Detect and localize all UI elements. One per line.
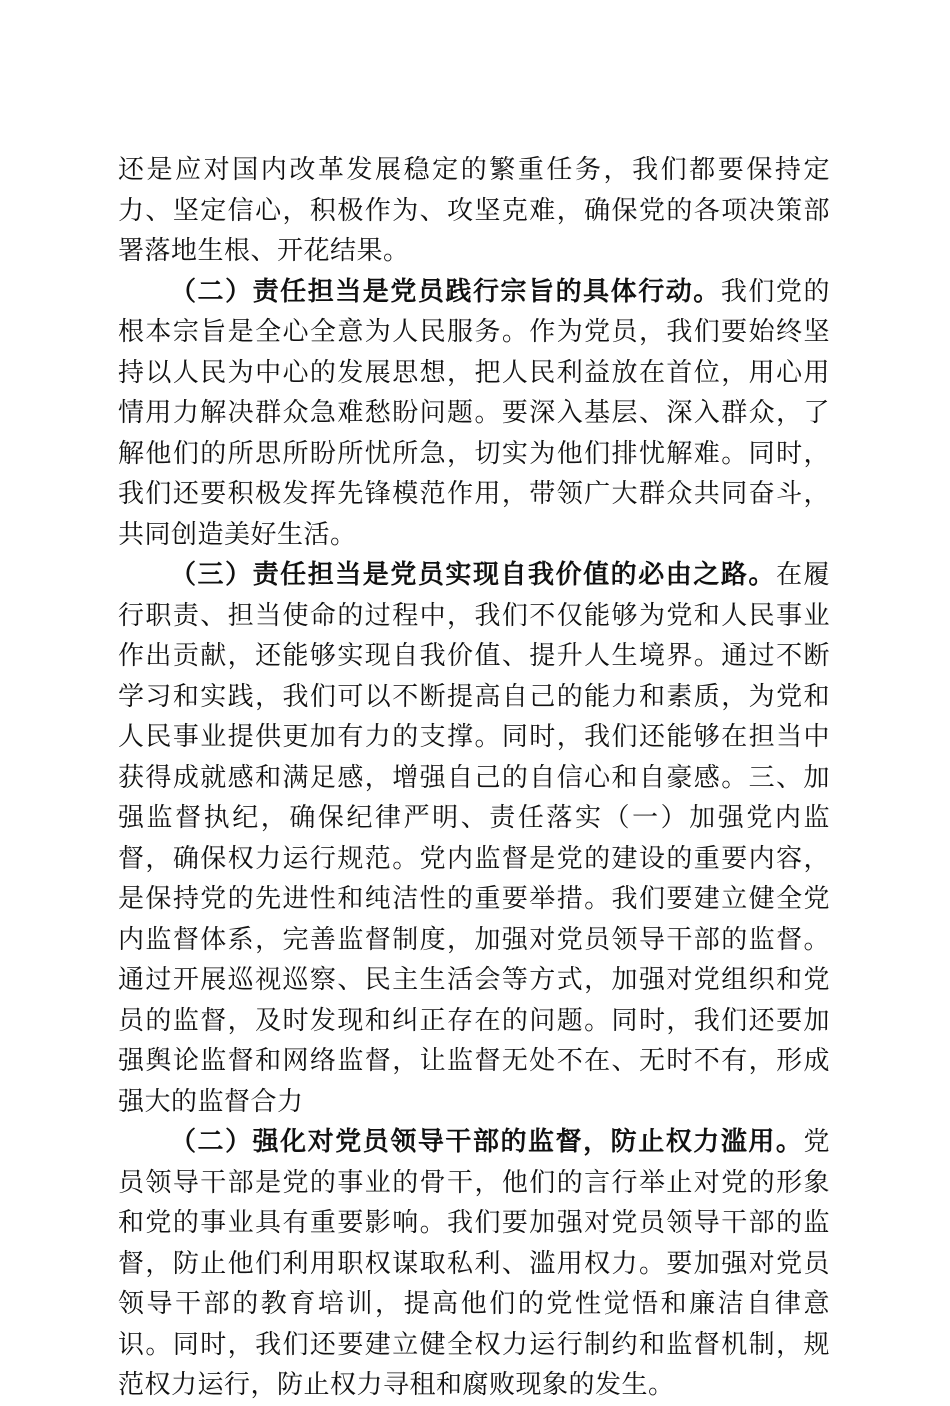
document-page — [118, 150, 830, 1406]
paragraph-1 — [118, 150, 830, 272]
paragraph-3-heading: （三）责任担当是党员实现自我价值的必由之路。 — [170, 560, 776, 590]
paragraph-2 — [118, 272, 830, 556]
paragraph-3 — [118, 555, 830, 1122]
paragraph-3-body: 在履行职责、担当使命的过程中，我们不仅能够为党和人民事业作出贡献，还能够实现自我价值、提升人生境界。通过不断学习和实践，我们可以不断提高自己的能力和素质，为党和人民事业提供更加有力的支撑。同时，我们还能够在担当中获得成就感和满足感，增强自己的自信心和自豪感。三、加强监督执纪，确保纪律严明、责任落实（一）加强党内监督，确保权力运行规范。党内监督是党的建设的重要内容，是保持党的先进性和纯洁性的重要举措。我们要建立健全党内监督体系，完善监督制度，加强对党员领导干部的监督。通过开展巡视巡察、民主生活会等方式，加强对党组织和党员的监督，及时发现和纠正存在的问题。同时，我们还要加强舆论监督和网络监督，让监督无处不在、无时不有，形成强大的监督合力 — [118, 560, 830, 1117]
paragraph-1-body: 还是应对国内改革发展稳定的繁重任务，我们都要保持定力、坚定信心，积极作为、攻坚克难，确保党的各项决策部署落地生根、开花结果。 — [118, 155, 830, 266]
paragraph-4-body: 党员领导干部是党的事业的骨干，他们的言行举止对党的形象和党的事业具有重要影响。我们要加强对党员领导干部的监督，防止他们利用职权谋取私利、滥用权力。要加强对党员领导干部的教育培训，提高他们的党性觉悟和廉洁自律意识。同时，我们还要建立健全权力运行制约和监督机制，规范权力运行，防止权力寻租和腐败现象的发生。 — [118, 1127, 830, 1400]
paragraph-4 — [118, 1122, 830, 1406]
paragraph-2-body: 我们党的根本宗旨是全心全意为人民服务。作为党员，我们要始终坚持以人民为中心的发展思想，把人民利益放在首位，用心用情用力解决群众急难愁盼问题。要深入基层、深入群众，了解他们的所思所盼所忧所急，切实为他们排忧解难。同时，我们还要积极发挥先锋模范作用，带领广大群众共同奋斗，共同创造美好生活。 — [118, 276, 830, 550]
paragraph-4-heading: （二）强化对党员领导干部的监督，防止权力滥用。 — [170, 1127, 804, 1157]
paragraph-2-heading: （二）责任担当是党员践行宗旨的具体行动。 — [170, 276, 721, 307]
